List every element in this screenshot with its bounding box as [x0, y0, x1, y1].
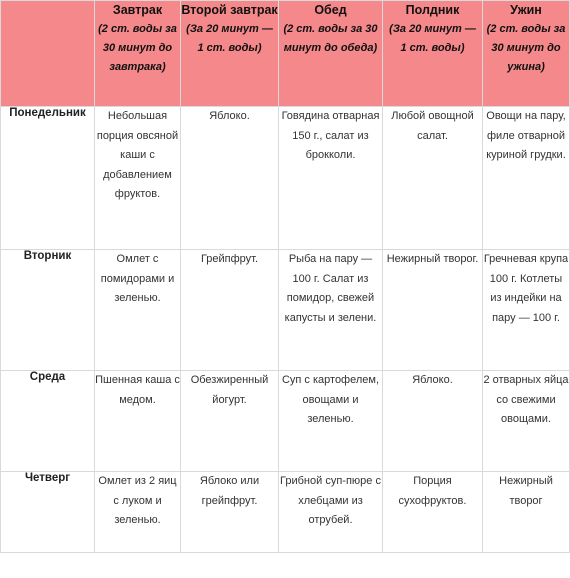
meal-cell: Нежирный творог — [483, 472, 570, 553]
header-note: (За 20 минут — 1 ст. воды) — [186, 23, 273, 54]
meal-cell: Порция сухофруктов. — [383, 472, 483, 553]
table-row — [1, 250, 570, 371]
day-label: Четверг — [1, 472, 95, 553]
day-label: Вторник — [1, 250, 95, 371]
day-label: Среда — [1, 371, 95, 472]
meal-cell: Грейпфрут. — [181, 250, 279, 371]
meal-cell: Рыба на пару — 100 г. Салат из помидор, свежей капусты и зелени. — [279, 250, 383, 371]
header-title: Завтрак — [112, 3, 163, 17]
header-note: (2 ст. воды за 30 минут до ужина) — [486, 23, 566, 73]
header-corner — [1, 1, 95, 107]
meal-cell: Омлет с помидорами и зеленью. — [95, 250, 181, 371]
table-row — [1, 371, 570, 472]
meal-cell: Обезжиренный йогурт. — [181, 371, 279, 472]
header-breakfast — [95, 1, 181, 107]
header-title: Второй завтрак — [181, 3, 278, 17]
header-title: Полдник — [405, 3, 460, 17]
header-dinner — [483, 1, 570, 107]
meal-cell: Любой овощной салат. — [383, 107, 483, 250]
header-title: Ужин — [510, 3, 542, 17]
meal-cell: Небольшая порция овсяной каши с добавлением фруктов. — [95, 107, 181, 250]
meal-cell: Яблоко или грейпфрут. — [181, 472, 279, 553]
header-note: (2 ст. воды за 30 минут до обеда) — [283, 23, 378, 54]
header-lunch — [279, 1, 383, 107]
meal-cell: Грибной суп-пюре с хлебцами из отрубей. — [279, 472, 383, 553]
header-note: (2 ст. воды за 30 минут до завтрака) — [98, 23, 177, 73]
table-row — [1, 472, 570, 553]
meal-cell: Суп с картофелем, овощами и зеленью. — [279, 371, 383, 472]
header-row — [1, 1, 570, 107]
header-title: Обед — [314, 3, 347, 17]
header-snack — [383, 1, 483, 107]
meal-cell: Пшенная каша с медом. — [95, 371, 181, 472]
meal-cell: Нежирный творог. — [383, 250, 483, 371]
meal-cell: 2 отварных яйца со свежими овощами. — [483, 371, 570, 472]
meal-cell: Говядина отварная 150 г., салат из брокколи. — [279, 107, 383, 250]
meal-cell: Яблоко. — [383, 371, 483, 472]
day-label: Понедельник — [1, 107, 95, 250]
header-second-breakfast — [181, 1, 279, 107]
header-note: (За 20 минут — 1 ст. воды) — [389, 23, 476, 54]
table-row — [1, 107, 570, 250]
meal-cell: Овощи на пару, филе отварной куриной грудки. — [483, 107, 570, 250]
meal-cell: Омлет из 2 яиц с луком и зеленью. — [95, 472, 181, 553]
meal-cell: Яблоко. — [181, 107, 279, 250]
meal-cell: Гречневая крупа 100 г. Котлеты из индейки на пару — 100 г. — [483, 250, 570, 371]
